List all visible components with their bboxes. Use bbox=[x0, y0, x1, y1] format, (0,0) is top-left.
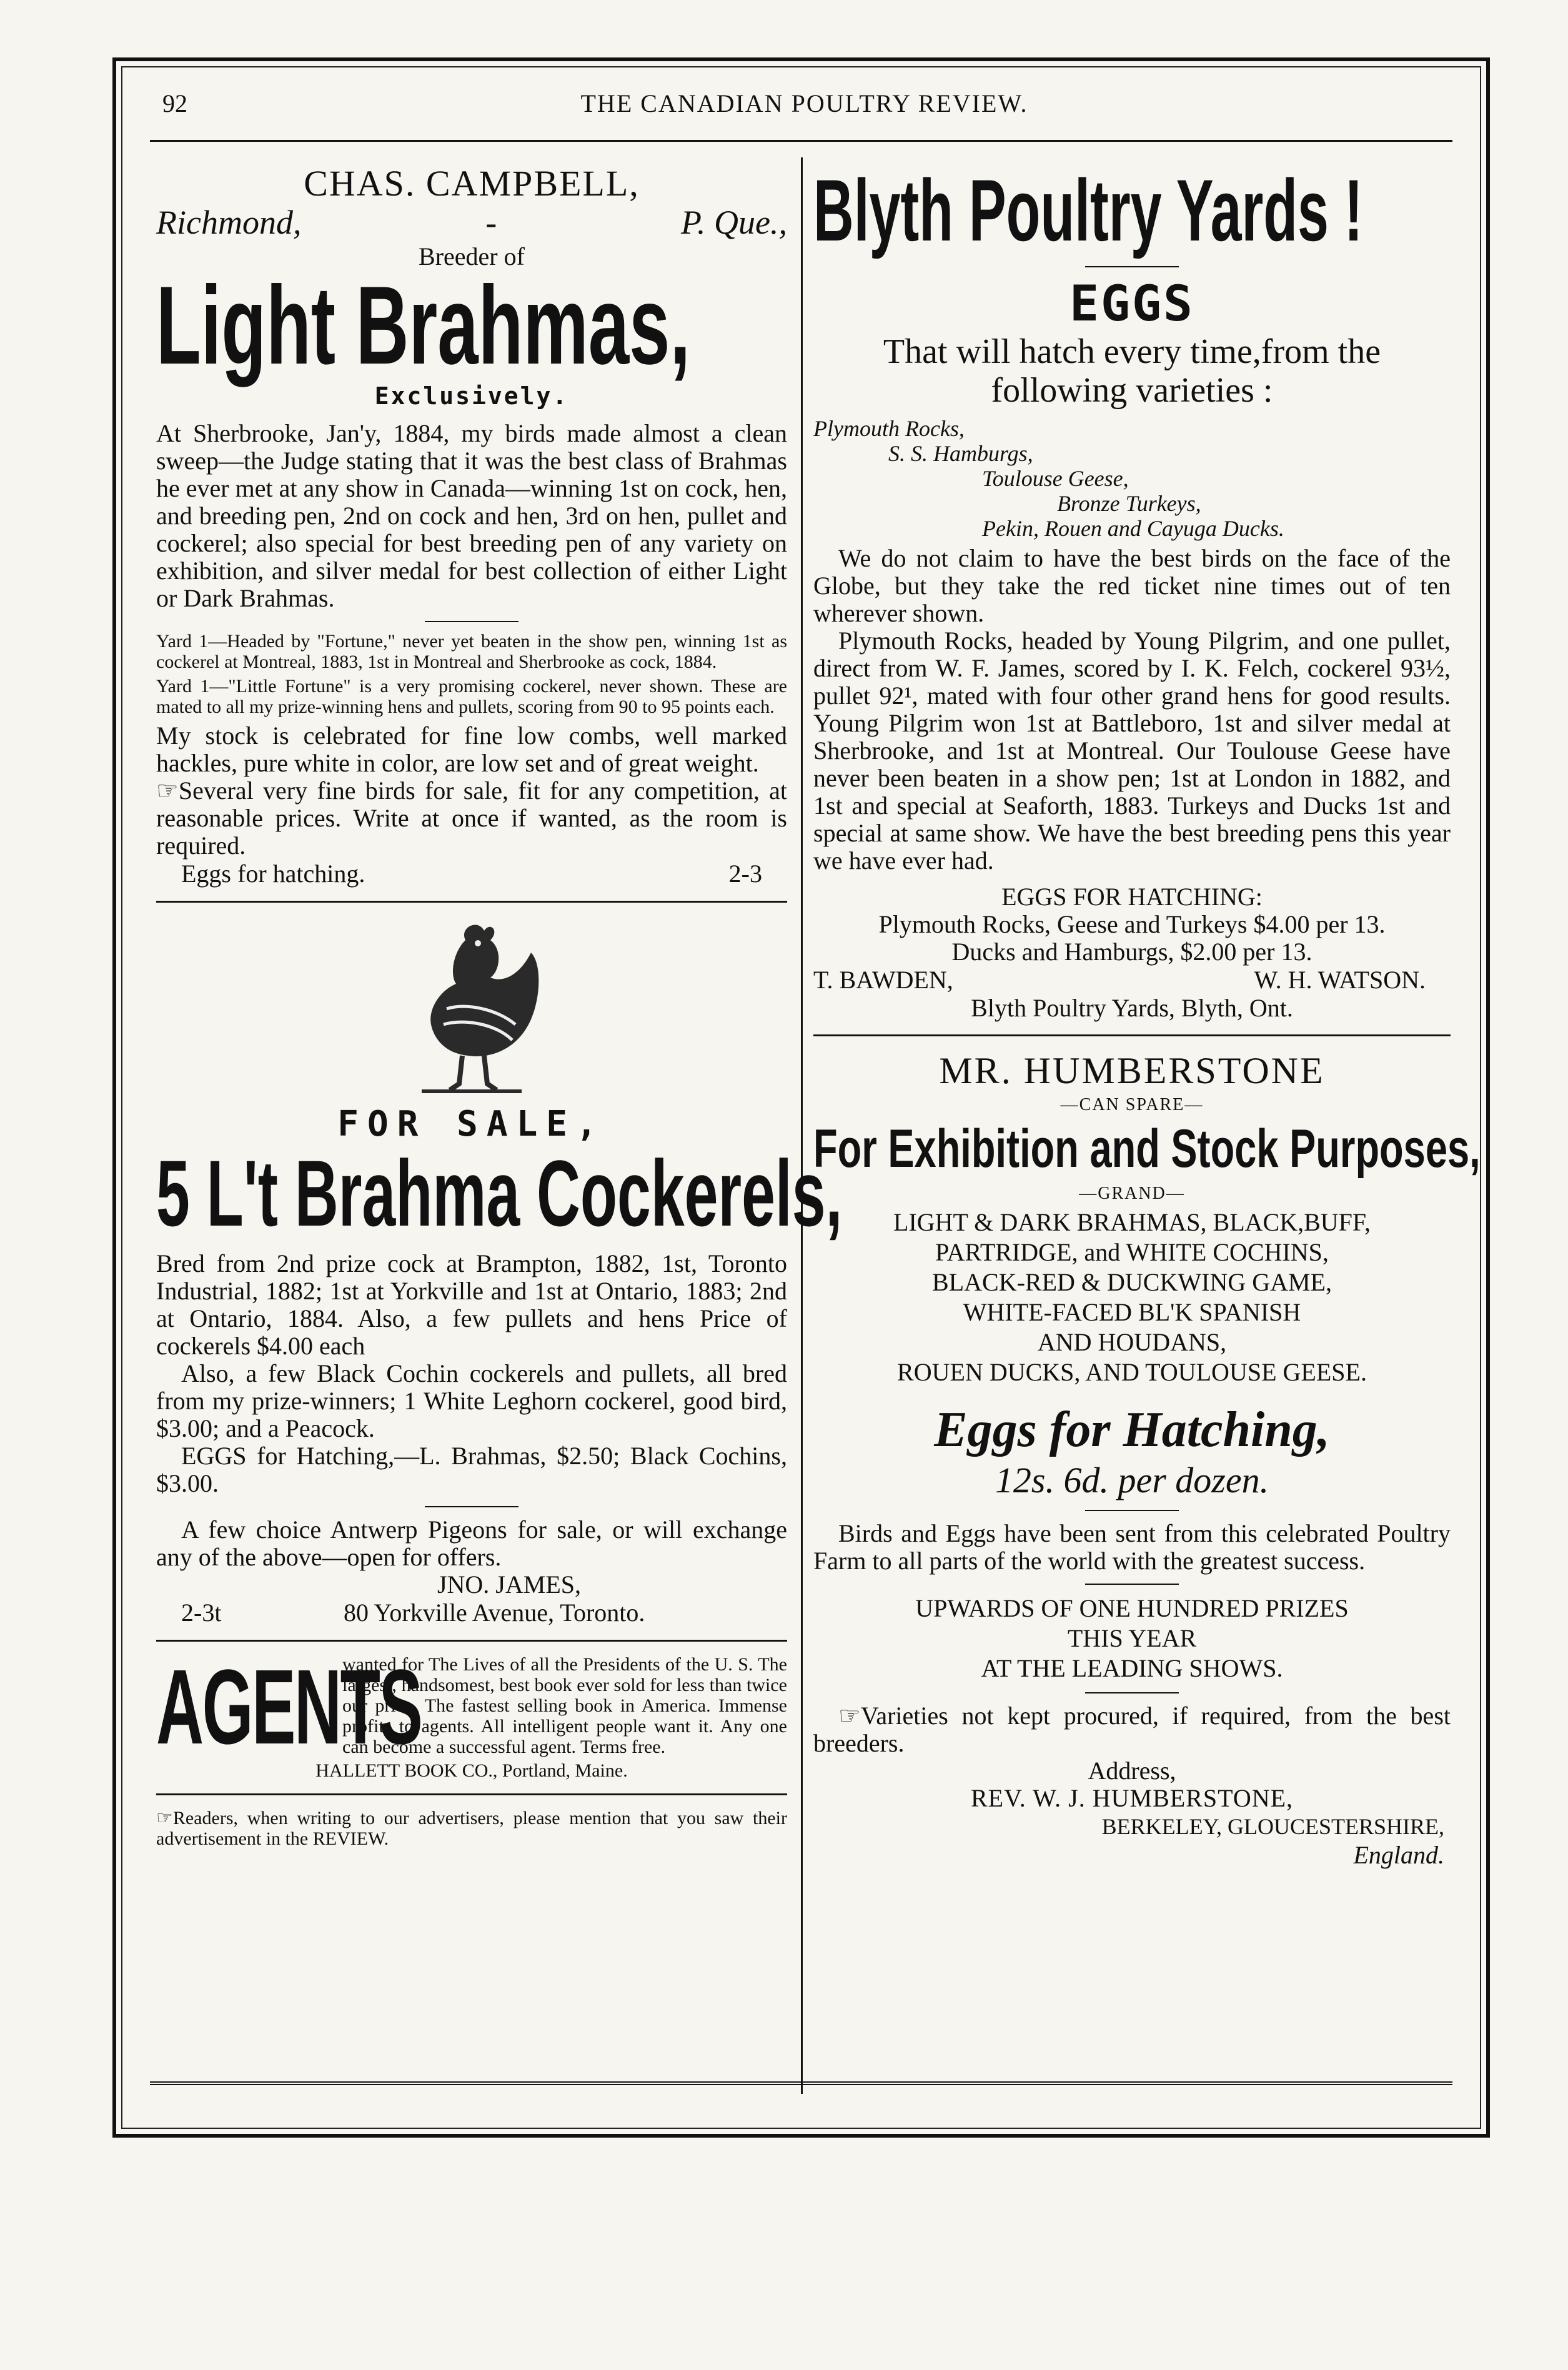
agents-headline: AGENTS bbox=[156, 1648, 422, 1767]
headline-wrap bbox=[156, 263, 787, 387]
advertiser-name: CHAS. CAMPBELL, bbox=[304, 163, 640, 204]
yard-1-note: Yard 1—Headed by "Fortune," never yet beaten in the show pen, winning 1st as cockerel at Montreal, 1883, 1st in Montreal and Sherbrooke as cock, 1884. bbox=[156, 631, 787, 672]
address-label: Address, bbox=[1088, 1757, 1176, 1785]
ad-divider bbox=[156, 901, 787, 903]
variety-item: Toulouse Geese, bbox=[982, 466, 1129, 491]
campbell-para-3: ☞Several very fine birds for sale, fit for any competition, at reasonable prices. Write at once if wanted, as the room is required. bbox=[156, 776, 787, 860]
separator bbox=[1085, 266, 1179, 267]
campbell-para-2: My stock is celebrated for fine low combs, well marked hackles, pure white in color, are low set and of great weight. bbox=[156, 721, 787, 777]
agents-ad bbox=[156, 1648, 787, 1781]
headline-wrap bbox=[813, 161, 1451, 259]
james-footer bbox=[156, 1599, 787, 1627]
egg-price: 12s. 6d. per dozen. bbox=[995, 1460, 1269, 1500]
variety-item: Pekin, Rouen and Cayuga Ducks. bbox=[982, 516, 1284, 541]
varieties-list bbox=[813, 416, 1451, 541]
breed-line: AND HOUDANS, bbox=[1037, 1328, 1227, 1356]
location-dash: - bbox=[485, 204, 497, 241]
exclusively-label: Exclusively. bbox=[374, 382, 569, 410]
ad-divider bbox=[156, 1640, 787, 1642]
ad-headline: 5 L't Brahma Cockerels, bbox=[156, 1141, 843, 1246]
campbell-ad bbox=[156, 164, 787, 888]
page-number: 92 bbox=[162, 89, 187, 117]
breeder-of: Breeder of bbox=[419, 242, 525, 270]
grand-label: —GRAND— bbox=[1079, 1184, 1185, 1203]
right-column bbox=[813, 161, 1481, 1870]
breed-line: WHITE-FACED BL'K SPANISH bbox=[963, 1298, 1301, 1326]
breeds-list bbox=[813, 1207, 1451, 1387]
advertiser-name: MR. HUMBERSTONE bbox=[939, 1050, 1325, 1091]
agents-company: HALLETT BOOK CO., Portland, Maine. bbox=[315, 1760, 628, 1781]
variety-item: Plymouth Rocks, bbox=[813, 416, 965, 441]
eggs-label: EGGS bbox=[1069, 276, 1194, 332]
james-para-1: Bred from 2nd prize cock at Brampton, 1882, 1st, Toronto Industrial, 1882; 1st at Yorkville and 1st at Ontario, 1883; 2nd at Ontario, 1884. Also, a few pullets and hens Price of cockerels $4.00 each bbox=[156, 1249, 787, 1360]
blyth-location: Blyth Poultry Yards, Blyth, Ont. bbox=[971, 994, 1293, 1022]
owner-name: W. H. WATSON. bbox=[1254, 966, 1426, 994]
variety-item: S. S. Hamburgs, bbox=[888, 441, 1033, 466]
reverend-name: REV. W. J. HUMBERSTONE, bbox=[970, 1784, 1294, 1812]
running-title: THE CANADIAN POULTRY REVIEW. bbox=[580, 89, 1028, 117]
prizes-block bbox=[813, 1594, 1451, 1683]
eggs-heading: Eggs for Hatching, bbox=[934, 1402, 1330, 1457]
price-line-2: Ducks and Hamburgs, $2.00 per 13. bbox=[951, 938, 1312, 966]
breed-line: PARTRIDGE, and WHITE COCHINS, bbox=[935, 1238, 1329, 1266]
breed-line: LIGHT & DARK BRAHMAS, BLACK,BUFF, bbox=[893, 1208, 1371, 1236]
newspaper-page bbox=[112, 57, 1490, 2138]
hatching-heading: EGGS FOR HATCHING: bbox=[1001, 883, 1263, 911]
province: P. Que., bbox=[681, 204, 787, 241]
page-header bbox=[162, 89, 1446, 139]
place-name: BERKELEY, GLOUCESTERSHIRE, bbox=[1101, 1814, 1444, 1839]
can-spare: —CAN SPARE— bbox=[1060, 1095, 1204, 1114]
breed-line: BLACK-RED & DUCKWING GAME, bbox=[932, 1268, 1332, 1296]
eggs-for-hatching: Eggs for hatching. bbox=[181, 860, 365, 888]
prizes-line: THIS YEAR bbox=[1067, 1624, 1197, 1652]
left-column bbox=[156, 163, 843, 1849]
owners-row bbox=[813, 966, 1451, 994]
james-para-2: Also, a few Black Cochin cockerels and pullets, all bred from my prize-winners; 1 White Leghorn cockerel, good bird, $3.00; and a Peacock. bbox=[156, 1359, 787, 1442]
separator bbox=[1085, 1692, 1179, 1693]
price-line-1: Plymouth Rocks, Geese and Turkeys $4.00 per 13. bbox=[878, 910, 1386, 938]
separator bbox=[425, 1506, 519, 1507]
town: Richmond, bbox=[156, 204, 302, 241]
humberstone-para-1: Birds and Eggs have been sent from this celebrated Poultry Farm to all parts of the world with the greatest success. bbox=[813, 1519, 1451, 1575]
column-rule bbox=[801, 157, 803, 2094]
rooster-illustration bbox=[397, 915, 547, 1096]
ad-divider bbox=[156, 1793, 787, 1795]
separator bbox=[1085, 1510, 1179, 1511]
prizes-line: UPWARDS OF ONE HUNDRED PRIZES bbox=[915, 1594, 1349, 1622]
owner-name: T. BAWDEN, bbox=[813, 966, 953, 994]
james-para-3: EGGS for Hatching,—L. Brahmas, $2.50; Black Cochins, $3.00. bbox=[156, 1442, 787, 1497]
separator bbox=[1085, 1584, 1179, 1585]
campbell-para-1: At Sherbrooke, Jan'y, 1884, my birds made almost a clean sweep—the Judge stating that it was the best class of Brahmas he ever met at any show in Canada—winning 1st on cock, hen, and breeding pen, 2nd on cock and hen, 3rd on hen, pullet and cockerel; also special for best breeding pen of any variety on exhibition, and silver medal for best collection of either Light or Dark Brahmas. bbox=[156, 419, 787, 612]
advertiser-address: 80 Yorkville Avenue, Toronto. bbox=[344, 1599, 645, 1627]
agents-row bbox=[156, 1648, 787, 1767]
humberstone-para-2: ☞Varieties not kept procured, if required, from the best breeders. bbox=[813, 1702, 1451, 1757]
for-sale-label: FOR SALE, bbox=[337, 1104, 606, 1144]
humberstone-ad bbox=[813, 1049, 1481, 1870]
ad-headline: Blyth Poultry Yards ! bbox=[813, 161, 1363, 259]
advertiser-location bbox=[156, 204, 787, 241]
breed-line: ROUEN DUCKS, AND TOULOUSE GEESE. bbox=[897, 1358, 1367, 1386]
james-ad bbox=[156, 915, 843, 1627]
header-rule bbox=[150, 140, 1452, 142]
james-para-4: A few choice Antwerp Pigeons for sale, or will exchange any of the above—open for offers. bbox=[156, 1515, 787, 1571]
variety-item: Bronze Turkeys, bbox=[1057, 491, 1201, 516]
ad-headline: For Exhibition and Stock Purposes, bbox=[813, 1119, 1481, 1179]
readers-note: ☞Readers, when writing to our advertisers, please mention that you saw their advertisement in the REVIEW. bbox=[156, 1808, 787, 1849]
separator bbox=[425, 621, 519, 622]
advertiser-name: JNO. JAMES, bbox=[437, 1570, 582, 1599]
prizes-line: AT THE LEADING SHOWS. bbox=[981, 1654, 1283, 1682]
ad-code: 2-3 bbox=[728, 860, 762, 888]
ad-headline: Light Brahmas, bbox=[156, 263, 691, 387]
agents-text: wanted for The Lives of all the Presidents of the U. S. The largest, handsomest, best book ever sold for less than twice our price. The fastest selling book in America. Immense profits to agents. All intelligent people want it. Any one can become a successful agent. Terms free. bbox=[342, 1654, 787, 1757]
blyth-para-1: We do not claim to have the best birds on the face of the Globe, but they take the red ticket nine times out of ten wherever shown. bbox=[813, 544, 1451, 627]
blyth-ad bbox=[813, 161, 1451, 1022]
headline-wrap bbox=[156, 1141, 843, 1246]
country-name: England. bbox=[1353, 1841, 1444, 1869]
ad-tagline: That will hatch every time,from the following varieties : bbox=[883, 332, 1381, 410]
headline-wrap bbox=[813, 1118, 1481, 1180]
bottom-rule bbox=[150, 2081, 1452, 2085]
yard-2-note: Yard 1—"Little Fortune" is a very promising cockerel, never shown. These are mated to all my prize-winning hens and pullets, scoring from 90 to 95 points each. bbox=[156, 676, 787, 717]
campbell-footer bbox=[156, 860, 787, 888]
ad-code: 2-3t bbox=[181, 1599, 222, 1627]
ad-divider bbox=[813, 1034, 1451, 1036]
blyth-para-2: Plymouth Rocks, headed by Young Pilgrim, and one pullet, direct from W. F. James, scored by I. K. Felch, cockerel 93½, pullet 92¹, mated with four other grand hens for good results. Young Pilgrim won 1st at Battleboro, 1st and silver medal at Sherbrooke, and 1st at Montreal. Our Toulouse Geese have never been beaten in a show pen; 1st at London in 1882, and 1st and special at Seaforth, 1883. Turkeys and Ducks 1st and special at same show. We have the best breeding pens this year we have ever had. bbox=[813, 627, 1451, 875]
